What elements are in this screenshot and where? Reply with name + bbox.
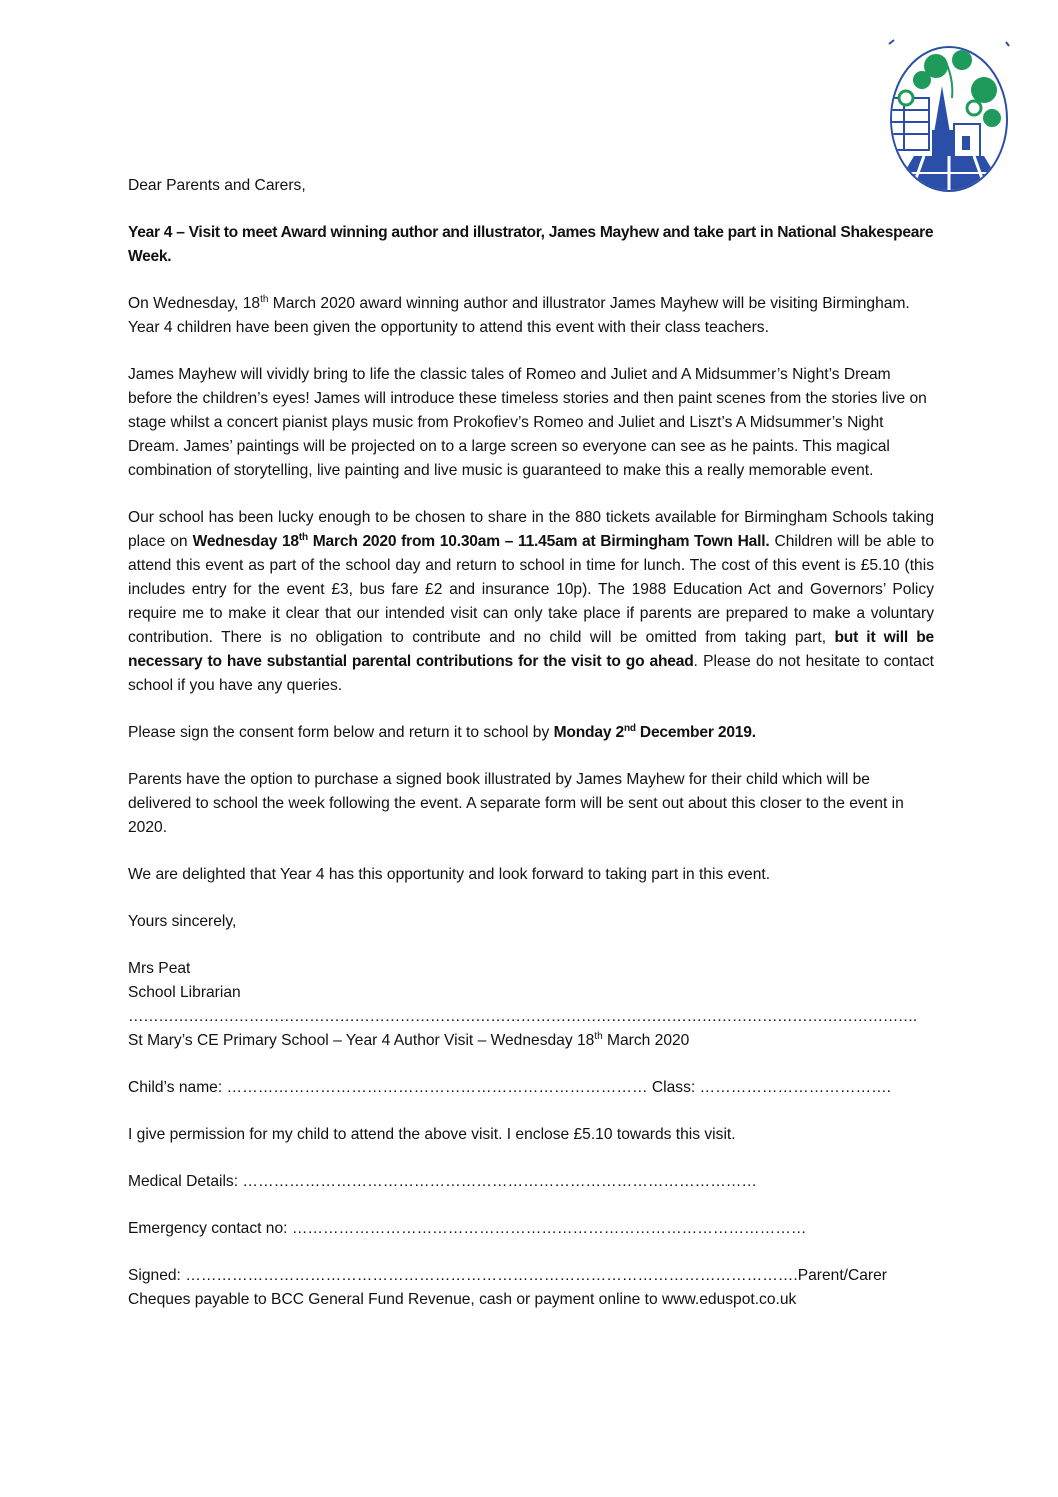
- permission-statement: I give permission for my child to attend the above visit. I enclose £5.10 towards this visit.: [128, 1126, 736, 1143]
- emergency-contact-field: Emergency contact no: ………………………………………………………………………………………: [128, 1220, 807, 1237]
- paragraph-consent-deadline: Please sign the consent form below and return it to school by Monday 2nd December 2019.: [128, 722, 756, 741]
- paragraph-event-description: James Mayhew will vividly bring to life the classic tales of Romeo and Juliet and A Midsummer’s Night’s Dream before the children’s eyes! James will introduce these timeless stories and then paint scenes from the stories live on stage whilst a concert pianist plays music from Prokofiev’s Romeo and Juliet and Liszt’s A Midsummer’s Night Dream. James’ paintings will be projected on to a large screen so everyone can see as he paints. This magical combination of storytelling, live painting and live music is guaranteed to make this a really memorable event.: [128, 366, 927, 479]
- closing-salutation: Yours sincerely,: [128, 913, 237, 930]
- payment-instructions: Cheques payable to BCC General Fund Revenue, cash or payment online to www.eduspot.co.uk: [128, 1291, 797, 1308]
- consent-form: [128, 1029, 934, 1312]
- salutation: Dear Parents and Carers,: [128, 177, 306, 194]
- child-name-field: Child’s name: ……………………………………………………………………… Class: ……………………………….: [128, 1079, 891, 1096]
- paragraph-event-intro: On Wednesday, 18th March 2020 award winning author and illustrator James Mayhew will be visiting Birmingham. Year 4 children have been given the opportunity to attend this event with their class teachers.: [128, 293, 910, 336]
- signatory-role: School Librarian: [128, 984, 241, 1001]
- paragraph-tickets-cost: Our school has been lucky enough to be chosen to share in the 880 tickets available for Birmingham Schools taking place on Wednesday 18th March 2020 from 10.30am – 11.45am at Birmingham Town Hall. Children will be able to attend this event as part of the school day and return to school in time for lunch. The cost of this event is £5.10 (this includes entry for the event £3, bus fare £2 and insurance 10p). The 1988 Education Act and Governors’ Policy require me to make it clear that our intended visit can only take place if parents are prepared to make a voluntary contribution. There is no obligation to contribute and no child will be omitted from taking part, but it will be necessary to have substantial parental contributions for the visit to go ahead. Please do not hesitate to contact school if you have any queries.: [128, 509, 934, 694]
- form-title: St Mary’s CE Primary School – Year 4 Author Visit – Wednesday 18th March 2020: [128, 1030, 690, 1049]
- paragraph-signed-book: Parents have the option to purchase a signed book illustrated by James Mayhew for their child which will be delivered to school the week following the event. A separate form will be sent out about this closer to the event in 2020.: [128, 771, 904, 836]
- paragraph-closing-remark: We are delighted that Year 4 has this opportunity and look forward to taking part in this event.: [128, 866, 771, 883]
- letter-body: [128, 174, 934, 1312]
- signature-field: Signed: ……………………………………………………………………………………………………….Parent/Carer: [128, 1267, 887, 1284]
- medical-details-field: Medical Details: ………………………………………………………………………………………: [128, 1173, 757, 1190]
- letter-heading: Year 4 – Visit to meet Award winning author and illustrator, James Mayhew and take part in National Shakespeare Week.: [128, 224, 934, 265]
- tear-off-line: ………………………………………………………………………………………………………………………………………….: [128, 1008, 917, 1025]
- school-logo: [884, 38, 1014, 193]
- signatory-name: Mrs Peat: [128, 960, 191, 977]
